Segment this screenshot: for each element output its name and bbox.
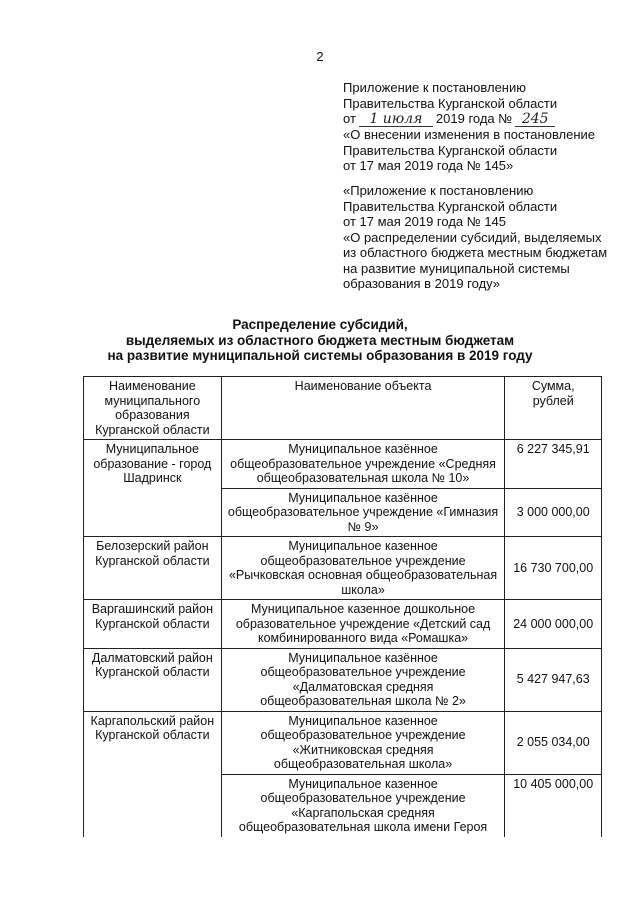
cell-line: Муниципальное казенное дошкольное: [251, 602, 476, 616]
table-row: [84, 440, 602, 489]
cell-line: рублей: [532, 393, 574, 408]
cell-line: Муниципальное казённое: [288, 442, 438, 456]
cell-line: Курганской области: [95, 553, 210, 568]
cell-line: Наименование объекта: [294, 379, 432, 393]
annex-original-header: [343, 183, 607, 292]
cell-line: образовательное учреждение «Детский сад: [235, 616, 491, 631]
title-line: на развитие муниципальной системы образования в 2019 году: [107, 348, 533, 363]
amount-cell: 10 405 000,00: [505, 774, 602, 837]
cell-line: № 9»: [347, 519, 379, 534]
object-cell: [221, 537, 505, 600]
title-line: Распределение субсидий,: [232, 317, 408, 332]
cell-line: Муниципальное: [105, 442, 199, 456]
table-row: [84, 648, 602, 711]
annex-line: «Приложение к постановлению: [343, 183, 534, 198]
cell-line: общеобразовательное учреждение: [260, 791, 466, 805]
table-row: [84, 537, 602, 600]
cell-line: Муниципальное казенное: [288, 539, 438, 553]
cell-line: Муниципальное казённое: [288, 490, 438, 505]
cell-line: общеобразовательная школа»: [273, 757, 453, 771]
title-line: выделяемых из областного бюджета местным бюджетам: [125, 332, 515, 348]
cell-line: общеобразовательная школа имени Героя: [238, 820, 488, 834]
handwritten-date: 1 июля: [359, 113, 433, 127]
document-title: [0, 317, 640, 364]
object-cell: [221, 600, 505, 649]
annex-line: Правительства Курганской области: [343, 95, 558, 111]
table-header-row: [84, 377, 602, 440]
cell-line: общеобразовательная школа № 2»: [260, 694, 466, 708]
header-object: [221, 377, 505, 440]
amount-cell: 3 000 000,00: [505, 488, 602, 537]
annex-line: Приложение к постановлению: [343, 80, 526, 95]
cell-line: образования: [115, 408, 190, 422]
municipality-cell: [84, 711, 222, 837]
cell-line: общеобразовательное учреждение: [260, 665, 466, 679]
annex-line: Правительства Курганской области: [343, 142, 558, 158]
year-text: 2019 года №: [435, 111, 513, 126]
cell-line: общеобразовательная школа № 10»: [256, 471, 470, 485]
annex-date-line: [343, 111, 595, 127]
object-cell: [221, 648, 505, 711]
cell-line: «Рычковская основная общеобразовательная: [228, 568, 498, 582]
cell-line: Шадринск: [123, 471, 182, 485]
cell-line: «Далматовская средняя: [292, 679, 434, 694]
cell-line: общеобразовательное учреждение: [260, 728, 466, 742]
annex-line: на развитие муниципальной системы: [343, 260, 570, 276]
municipality-cell: [84, 600, 222, 649]
cell-line: Курганской области: [95, 728, 210, 742]
cell-line: Сумма,: [531, 379, 575, 393]
amount-cell: 5 427 947,63: [505, 648, 602, 711]
cell-line: Варгашинский район: [91, 602, 213, 616]
municipality-cell: [84, 440, 222, 537]
object-cell: [221, 488, 505, 537]
annex-line: от 17 мая 2019 года № 145: [343, 214, 507, 229]
subsidies-table: [83, 376, 602, 837]
municipality-cell: [84, 648, 222, 711]
cell-line: школа»: [341, 582, 385, 597]
cell-line: «Каргапольская средняя: [291, 805, 435, 820]
cell-line: Курганской области: [95, 665, 210, 679]
annex-line: «О распределении субсидий, выделяемых: [343, 229, 602, 245]
cell-line: Курганской области: [95, 616, 210, 631]
header-amount: [505, 377, 602, 440]
object-cell: [221, 774, 505, 837]
cell-line: общеобразовательное учреждение: [260, 553, 466, 568]
cell-line: Каргапольский район: [90, 713, 215, 728]
handwritten-number: 245: [515, 113, 555, 127]
cell-line: Муниципальное казенное: [288, 776, 438, 791]
page-number: 2: [316, 49, 324, 64]
cell-line: комбинированного вида «Ромашка»: [257, 631, 469, 645]
annex-line: «О внесении изменения в постановление: [343, 127, 596, 142]
cell-line: Муниципальное казенное: [288, 713, 438, 728]
amount-cell: 2 055 034,00: [505, 711, 602, 774]
amount-cell: 24 000 000,00: [505, 600, 602, 649]
object-cell: [221, 711, 505, 774]
cell-line: образование - город: [93, 456, 212, 471]
cell-line: Курганской области: [95, 422, 210, 437]
amount-cell: 16 730 700,00: [505, 537, 602, 600]
from-prefix: от: [343, 111, 356, 126]
cell-line: Далматовский район: [91, 650, 213, 665]
cell-line: общеобразовательное учреждение «Гимназия: [227, 505, 499, 519]
cell-line: Муниципальное казённое: [288, 650, 438, 665]
cell-line: Белозерский район: [96, 539, 209, 553]
header-municipality: [84, 377, 222, 440]
amount-cell: 6 227 345,91: [505, 440, 602, 489]
cell-line: муниципального: [104, 393, 201, 408]
annex-line: образования в 2019 году»: [343, 276, 501, 291]
annex-line: Правительства Курганской области: [343, 198, 558, 214]
cell-line: общеобразовательное учреждение «Средняя: [230, 456, 496, 471]
annex-header: [343, 80, 595, 174]
cell-line: «Житниковская средняя: [292, 742, 434, 757]
cell-line: Наименование: [109, 379, 196, 393]
object-cell: [221, 440, 505, 489]
municipality-cell: [84, 537, 222, 600]
annex-line: из областного бюджета местным бюджетам: [343, 245, 608, 260]
table-row: [84, 711, 602, 774]
table-row: [84, 600, 602, 649]
annex-line: от 17 мая 2019 года № 145»: [343, 158, 514, 173]
